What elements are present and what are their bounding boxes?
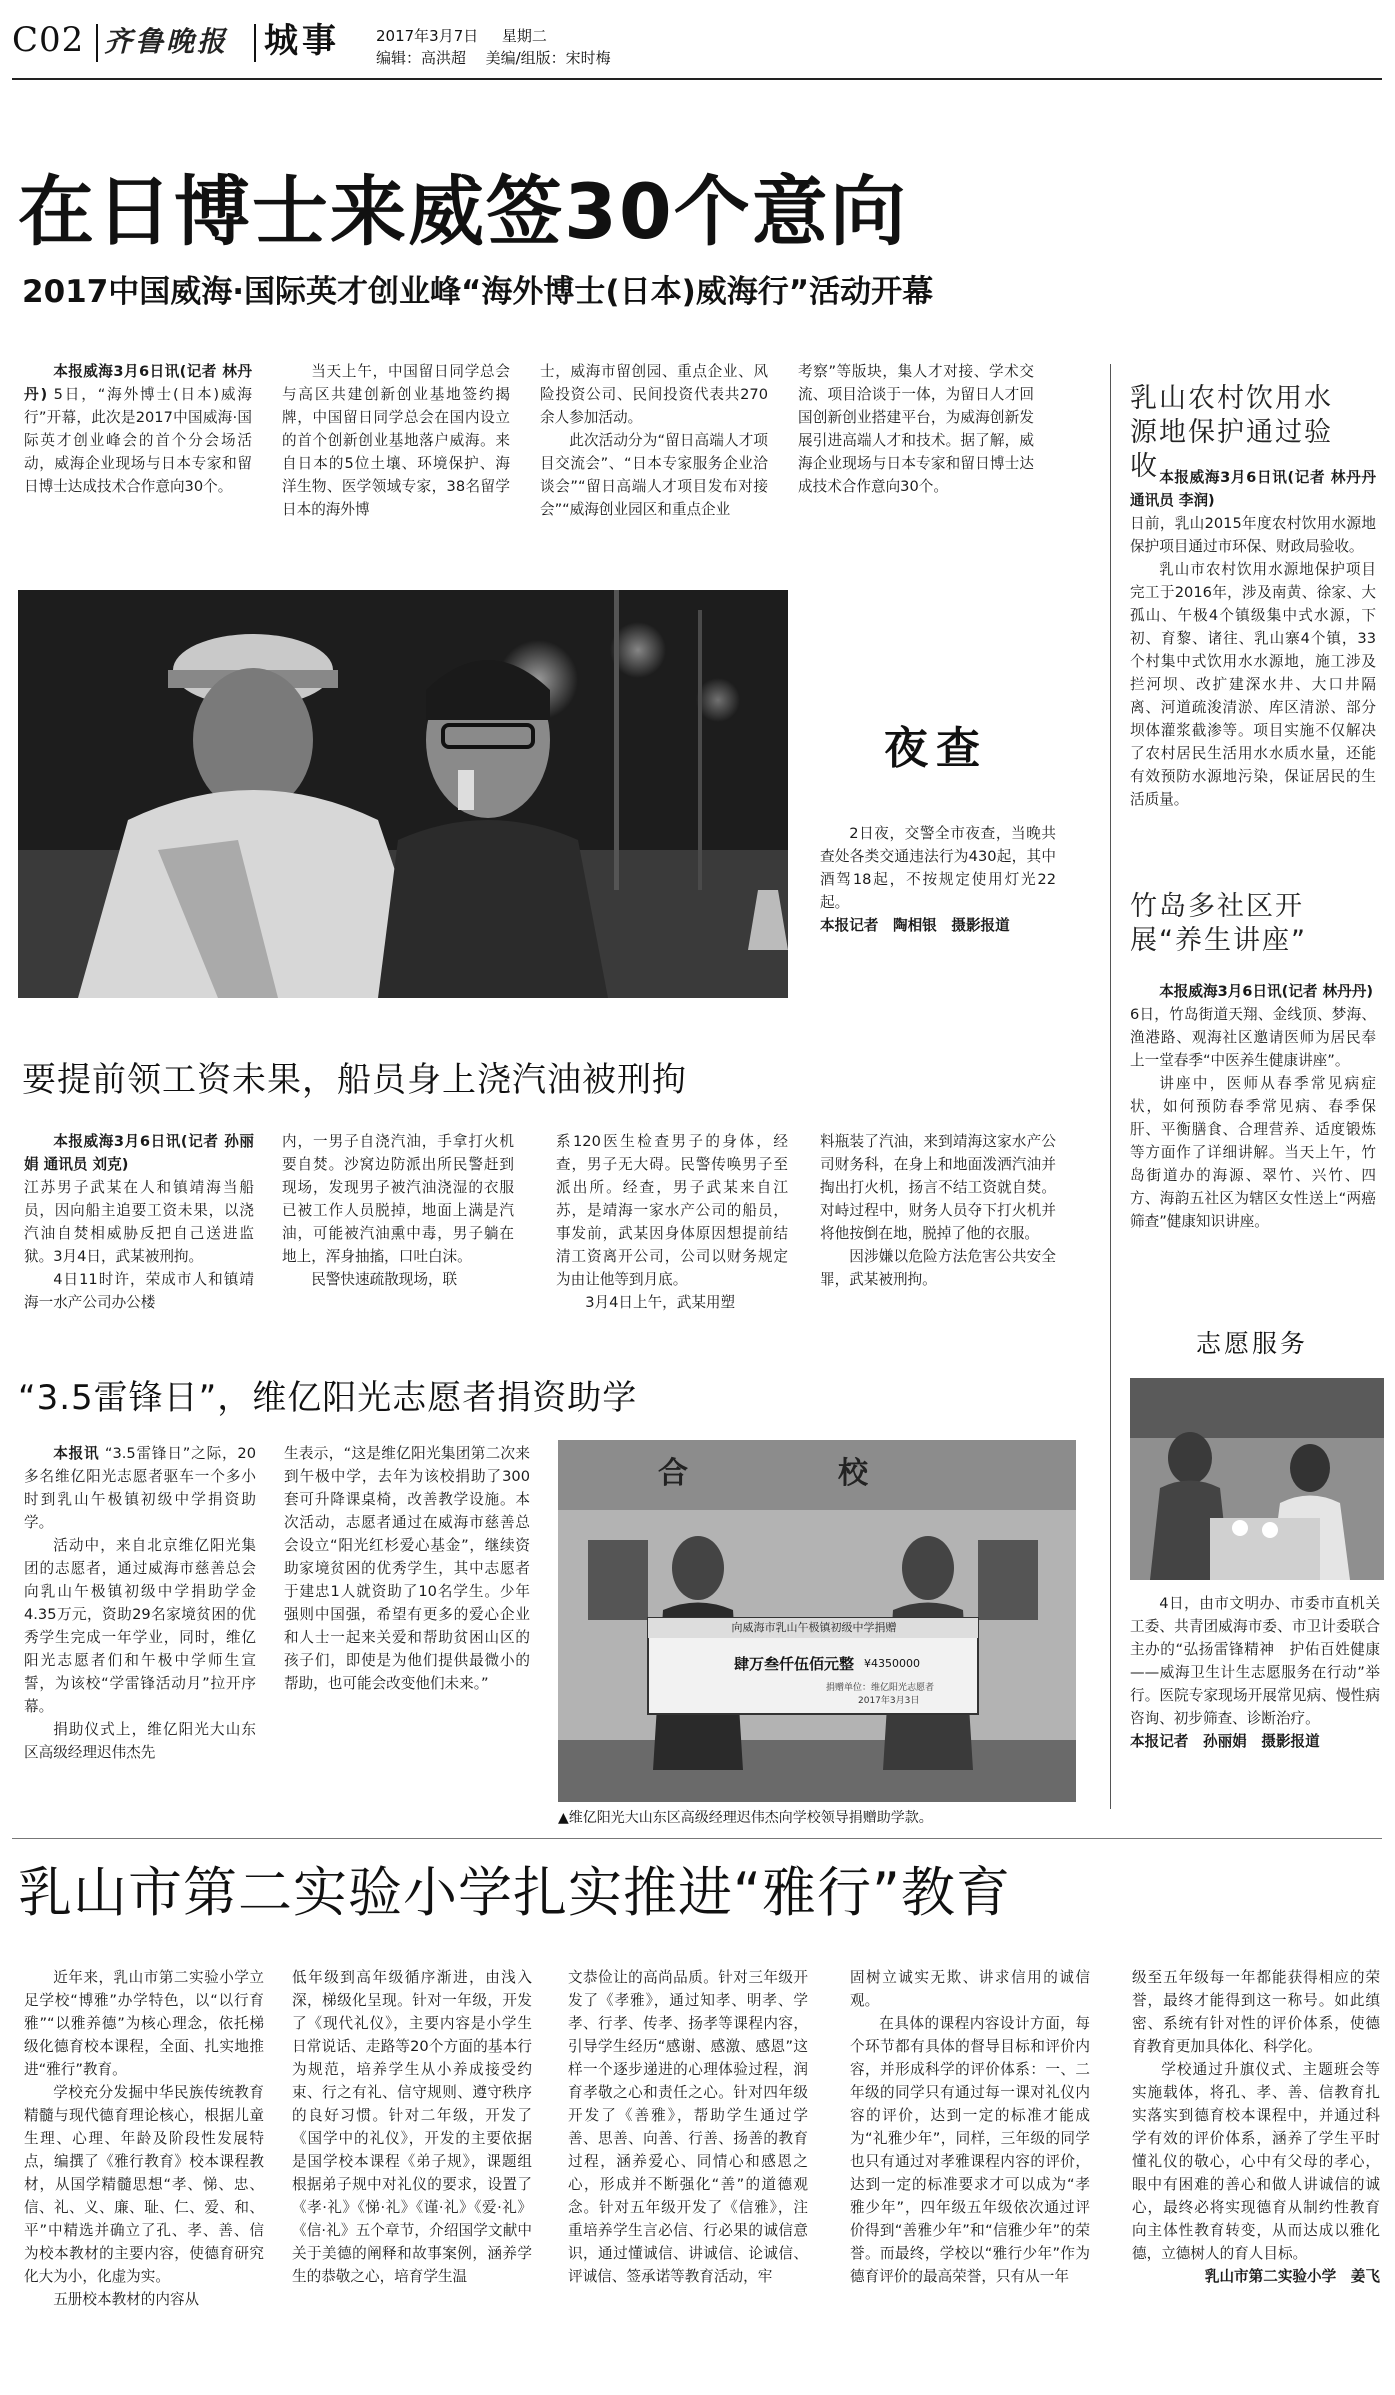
lead-text-2: 当天上午，中国留日同学总会与高区共建创新创业基地签约揭牌，中国留日同学总会在国内设立的首个创新创业基地落户威海。来自日本的5位土壤、环境保护、海洋生物、医学领域专家，38名留学日本的海外博 — [282, 363, 510, 518]
check-amount: 肆万叁仟伍佰元整 — [734, 1655, 855, 1673]
water-text-b: 乳山市农村饮用水源地保护项目完工于2016年，涉及南黄、徐家、大孤山、午极4个镇级集中式水源，下初、育黎、诸往、乳山寨4个镇，33个村集中式饮用水水源地，施工涉及拦河坝、改扩建深水井、大口井隔离、河道疏浚清淤、库区清淤、部分坝体灌浆截渗等。项目实施不仅解决了农村居民生活用水水质水量，还能有效预防水源地污染，保证居民的生活质量。 — [1130, 561, 1376, 808]
volunteer-headline: “3.5雷锋日”，维亿阳光志愿者捐资助学 — [18, 1378, 638, 1418]
masthead-rule — [12, 78, 1382, 80]
school-col-1 — [24, 1966, 264, 2311]
weekday-text: 星期二 — [501, 27, 547, 45]
school-headline: 乳山市第二实验小学扎实推进“雅行”教育 — [18, 1861, 1011, 1924]
donation-photo — [558, 1440, 1076, 1802]
school-sign: 合 校 — [658, 1456, 928, 1491]
school-text-4a: 固树立诚实无欺、讲求信用的诚信观。 — [850, 1969, 1090, 2009]
volunteer-text-1a: “3.5雷锋日”之际，20多名维亿阳光志愿者驱车一个多小时到乳山午极镇初级中学捐资助学。 — [24, 1445, 256, 1531]
lead-col-4 — [798, 360, 1034, 498]
zhudao-col — [1130, 980, 1376, 1233]
check-note-2: 2017年3月3日 — [858, 1696, 920, 1706]
sailor-text-3a: 系120医生检查男子的身体，经查，男子无大碍。民警传唤男子至派出所。经查，男子武某来自江苏，是靖海一家水产公司的船员，事发前，武某因身体原因想提前结清工资离开公司，公司以财务规定为由让他等到月底。 — [556, 1133, 788, 1288]
water-text-a: 日前，乳山2015年度农村饮用水源地保护项目通过市环保、财政局验收。 — [1130, 515, 1376, 555]
masthead-divider — [96, 24, 98, 62]
school-byline: 乳山市第二实验小学 姜飞 — [1204, 2268, 1380, 2285]
school-col-3 — [568, 1966, 808, 2288]
issue-date — [376, 26, 547, 46]
night-check-credit: 本报记者 陶相银 摄影报道 — [820, 917, 1010, 934]
sailor-col-1 — [24, 1130, 254, 1314]
column-divider — [1110, 364, 1111, 1809]
lead-subhead: 2017中国威海·国际英才创业峰“海外博士(日本)威海行”活动开幕 — [22, 274, 934, 310]
night-check-caption-block — [820, 822, 1056, 937]
night-check-caption: 2日夜，交警全市夜查，当晚共查处各类交通违法行为430起，其中酒驾18起，不按规定使用灯光22起。 — [820, 825, 1056, 911]
sailor-col-4 — [820, 1130, 1056, 1291]
sailor-col-2 — [282, 1130, 514, 1291]
section-title: 城事 — [264, 21, 340, 61]
sailor-text-3b: 3月4日上午，武某用塑 — [585, 1294, 736, 1311]
lead-headline: 在日博士来威签30个意向 — [18, 167, 908, 256]
sailor-text-4b: 因涉嫌以危险方法危害公共安全罪，武某被刑拘。 — [820, 1248, 1056, 1288]
lead-col-1 — [24, 360, 252, 498]
service-headline: 志愿服务 — [1196, 1329, 1309, 1358]
sailor-text-4a: 料瓶装了汽油，来到靖海这家水产公司财务科，在身上和地面泼洒汽油并掏出打火机，扬言不结工资就自焚。对峙过程中，财务人员夺下打火机并将他按倒在地，脱掉了他的衣服。 — [820, 1133, 1056, 1242]
service-illustration — [1130, 1378, 1384, 1580]
newspaper-logo: 齐鲁晚报 — [104, 25, 229, 58]
lead-text-3b: 此次活动分为“留日高端人才项目交流会”、“日本专家服务企业洽谈会”“留日高端人才项目发布对接会”“威海创业园区和重点企业 — [540, 432, 768, 518]
service-photo — [1130, 1378, 1384, 1580]
service-caption-block — [1130, 1592, 1380, 1753]
masthead-divider — [254, 24, 256, 62]
night-check-title: 夜查 — [884, 723, 988, 774]
sailor-text-2a: 内，一男子自浇汽油，手拿打火机要自焚。沙窝边防派出所民警赶到现场，发现男子被汽油浇湿的衣服已被工作人员脱掉，地面上满是汽油，可能被汽油熏中毒，男子躺在地上，浑身抽搐，口吐白沫。 — [282, 1133, 514, 1265]
lead-col-3 — [540, 360, 768, 521]
water-headline: 乳山农村饮用水源地保护通过验收 — [1130, 383, 1333, 482]
school-text-1c: 五册校本教材的内容从 — [53, 2291, 200, 2308]
school-text-1b: 学校充分发掘中华民族传统教育精髓与现代德育理论核心，根据儿童生理、心理、年龄及阶段性发展特点，编撰了《雅行教育》校本课程教材，从国学精髓思想“孝、悌、忠、信、礼、义、廉、耻、仁、爱、和、平”中精选并确立了孔、孝、善、信为校本教材的主要内容，使德育研究化大为小，化虚为实。 — [24, 2084, 264, 2285]
volunteer-text-2a: 生表示，“这是维亿阳光集团第二次来到午极中学，去年为该校捐助了300套可升降课桌椅，改善教学设施。本次活动，志愿者通过在威海市慈善总会设立“阳光红杉爱心基金”，继续资助家境贫困的优秀学生，其中志愿者于建忠1人就资助了10名学生。少年强则中国强，希望有更多的爱心企业和人士一起来关爱和帮助贫困山区的孩子们，即使是为他们提供最微小的帮助，也可能会改变他们未来。” — [284, 1445, 530, 1692]
zhudao-text-a: 6日，竹岛街道天翔、金线顶、梦海、渔港路、观海社区邀请医师为居民奉上一堂春季“中医养生健康讲座”。 — [1130, 1006, 1376, 1069]
water-dateline: 本报威海3月6日讯(记者 林丹丹 通讯员 李润) — [1130, 469, 1376, 509]
water-col — [1130, 466, 1376, 811]
volunteer-col-1 — [24, 1442, 256, 1764]
volunteer-col-2 — [284, 1442, 530, 1695]
school-text-5a: 级至五年级每一年都能获得相应的荣誉，最终才能得到这一称号。如此缜密、系统有针对性的评价体系，使德育教育更加具体化、科学化。 — [1132, 1969, 1380, 2055]
lead-dateline: 本报威海3月6日讯(记者 林丹丹) — [24, 363, 252, 403]
donation-photo-caption: ▲维亿阳光大山东区高级经理迟伟杰向学校领导捐赠助学款。 — [558, 1810, 933, 1826]
school-text-3a: 文恭俭让的高尚品质。针对三年级开发了《孝雅》，通过知孝、明孝、学孝、行孝、传孝、扬孝等课程内容，引导学生经历“感谢、感激、感恩”这样一个逐步递进的心理体验过程，润育孝敬之心和责任之心。针对四年级开发了《善雅》，帮助学生通过学善、思善、向善、行善、扬善的教育过程，涵养爱心、同情心和感恩之心，形成并不断强化“善”的道德观念。针对五年级开发了《信雅》，注重培养学生言必信、行必果的诚信意识，通过懂诚信、讲诚信、论诚信、评诚信、签承诺等教育活动，牢 — [568, 1969, 808, 2285]
lead-text-4: 考察”等版块，集人才对接、学术交流、项目洽谈于一体，为留日人才回国创新创业搭建平台，为威海创新发展引进高端人才和技术。据了解，威海企业现场与日本专家和留日博士达成技术合作意向30个。 — [798, 363, 1034, 495]
editor-credits — [376, 48, 611, 68]
lead-text-1: 5日，“海外博士(日本)威海行”开幕，此次是2017中国威海·国际英才创业峰会的首个分会场活动，威海企业现场与日本专家和留日博士达成技术合作意向30个。 — [24, 386, 253, 495]
sailor-dateline: 本报威海3月6日讯(记者 孙丽娟 通讯员 刘克) — [24, 1133, 254, 1173]
sailor-text-1b: 4日11时许，荣成市人和镇靖海一水产公司办公楼 — [24, 1271, 254, 1311]
school-rule — [12, 1838, 1382, 1839]
editor-text: 编辑：高洪超 — [376, 49, 467, 67]
check-note-1: 捐赠单位：维亿阳光志愿者 — [826, 1683, 935, 1693]
zhudao-headline: 竹岛多社区开展“养生讲座” — [1130, 891, 1307, 956]
school-text-2a: 低年级到高年级循序渐进，由浅入深，梯级化呈现。针对一年级，开发了《现代礼仪》，主要内容是小学生日常说话、走路等20个方面的基本行为规范，培养学生从小养成接受约束、行之有礼、信守规则、遵守秩序的良好习惯。针对二年级，开发了《国学中的礼仪》，开发的主要依据是国学校本课程《弟子规》，课题组根据弟子规中对礼仪的要求，设置了《孝·礼》《悌·礼》《谨·礼》《爱·礼》《信·礼》五个章节，介绍国学文献中关于美德的阐释和故事案例，涵养学生的恭敬之心，培育学生温 — [292, 1969, 532, 2285]
school-text-4b: 在具体的课程内容设计方面，每个环节都有具体的督导目标和评价内容，并形成科学的评价体系：一、二年级的同学只有通过每一课对礼仪内容的评价，达到一定的标准才能成为“礼雅少年”，同样，三年级的同学也只有通过对孝雅课程内容的评价，达到一定的标准要求才可以成为“孝雅少年”，四年级五年级依次通过评价得到“善雅少年”和“信雅少年”的荣誉。而最终，学校以“雅行少年”作为德育评价的最高荣誉，只有从一年 — [850, 2015, 1090, 2285]
check-banner: 向威海市乳山午极镇初级中学捐赠 — [731, 1621, 897, 1634]
page-code: C02 — [12, 20, 85, 60]
school-text-5b: 学校通过升旗仪式、主题班会等实施载体，将孔、孝、善、信教育扎实落实到德育校本课程中，并通过科学有效的评价体系，涵养了学生平时懂礼仪的敬心，心中有父母的孝心，眼中有困难的善心和做人讲诚信的诚心，最终必将实现德育从制约性教育向主体性教育转变，从而达成以雅化德，立德树人的育人目标。 — [1132, 2061, 1380, 2262]
zhudao-text-b: 讲座中，医师从春季常见病症状，如何预防春季常见病、春季保肝、平衡膳食、合理营养、适度锻炼等方面作了详细讲解。当天上午，竹岛街道办的海源、翠竹、兴竹、四方、海韵五社区为辖区女性送上“两癌筛查”健康知识讲座。 — [1130, 1075, 1376, 1230]
school-text-1a: 近年来，乳山市第二实验小学立足学校“博雅”办学特色，以“以行育雅”“以雅养德”为核心理念，依托梯级化德育校本课程，全面、扎实地推进“雅行”教育。 — [24, 1969, 264, 2078]
sailor-text-1a: 江苏男子武某在人和镇靖海当船员，因向船主追要工资未果，以浇汽油自焚相威胁反把自己送进监狱。3月4日，武某被刑拘。 — [24, 1179, 254, 1265]
night-check-photo — [18, 590, 788, 998]
zhudao-dateline: 本报威海3月6日讯(记者 林丹丹) — [1159, 983, 1374, 1000]
school-col-4 — [850, 1966, 1090, 2288]
sailor-text-2b: 民警快速疏散现场，联 — [311, 1271, 458, 1288]
sailor-headline: 要提前领工资未果，船员身上浇汽油被刑拘 — [22, 1060, 687, 1100]
school-col-5 — [1132, 1966, 1380, 2288]
school-col-2 — [292, 1966, 532, 2288]
night-check-illustration — [18, 590, 788, 998]
sailor-col-3 — [556, 1130, 788, 1314]
date-text: 2017年3月7日 — [376, 27, 479, 45]
designer-text: 美编/组版：宋时梅 — [485, 49, 611, 67]
volunteer-text-1c: 捐助仪式上，维亿阳光大山东区高级经理迟伟杰先 — [24, 1721, 256, 1761]
service-caption: 4日，由市文明办、市委市直机关工委、共青团威海市委、市卫计委联合主办的“弘扬雷锋精神 护佑百姓健康——威海卫生计生志愿服务在行动”举行。医院专家现场开展常见病、慢性病咨询、初步筛查、诊断治疗。 — [1130, 1595, 1380, 1727]
volunteer-text-1b: 活动中，来自北京维亿阳光集团的志愿者，通过威海市慈善总会向乳山午极镇初级中学捐助学金4.35万元，资助29名家境贫困的优秀学生完成一年学业，同时，维亿阳光志愿者们和午极中学师生宣誓，为该校“学雷锋活动月”拉开序幕。 — [24, 1537, 256, 1715]
check-number: ¥4350000 — [864, 1657, 920, 1670]
lead-col-2 — [282, 360, 510, 521]
volunteer-dateline: 本报讯 — [53, 1445, 100, 1462]
service-credit: 本报记者 孙丽娟 摄影报道 — [1130, 1733, 1320, 1750]
lead-text-3a: 士，威海市留创园、重点企业、风险投资公司、民间投资代表共270余人参加活动。 — [540, 363, 768, 426]
